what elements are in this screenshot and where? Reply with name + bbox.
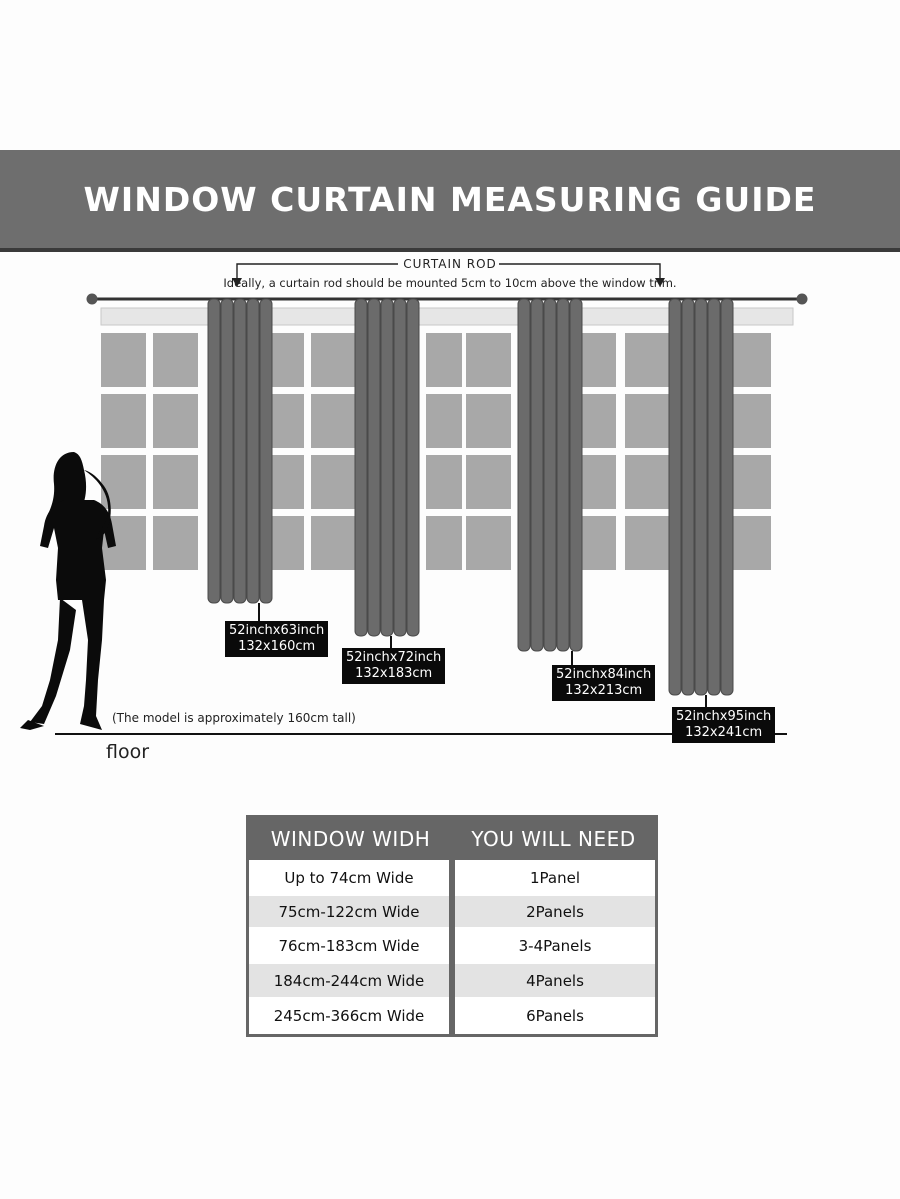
window-pane [466, 516, 511, 570]
size-cm: 132x213cm [565, 683, 643, 698]
table-cell: 6Panels [526, 1006, 584, 1025]
page-title: WINDOW CURTAIN MEASURING GUIDE [83, 179, 817, 219]
curtain-fold [394, 299, 406, 636]
window-pane [426, 394, 462, 448]
curtain-fold [208, 299, 220, 603]
curtain-panel-2 [355, 299, 419, 648]
window-width-column [249, 860, 449, 1034]
window-pane [625, 333, 665, 387]
curtain-fold [355, 299, 367, 636]
window-pane [625, 455, 665, 509]
curtain-size-label-1 [225, 621, 328, 657]
floor-label: floor [106, 741, 150, 763]
window-pane [268, 516, 304, 570]
curtain-fold [557, 299, 569, 651]
window-pane [625, 394, 665, 448]
window-pane [311, 455, 356, 509]
curtain-fold [695, 299, 707, 695]
table-cell: 4Panels [455, 964, 655, 997]
window-pane [268, 333, 304, 387]
window-pane [625, 516, 665, 570]
table-cell: 245cm-366cm Wide [273, 1006, 425, 1025]
size-cm: 132x241cm [685, 725, 763, 740]
curtain-fold [260, 299, 272, 603]
window-pane [426, 516, 462, 570]
curtain-fold [531, 299, 543, 651]
curtain-fold [669, 299, 681, 695]
window-pane [311, 516, 356, 570]
window-pane [466, 333, 511, 387]
window-pane [426, 333, 462, 387]
rod-finial-right [797, 294, 808, 305]
curtain-panel-4 [669, 299, 733, 707]
window-pane [311, 333, 356, 387]
curtain-fold [234, 299, 246, 603]
curtain-rod-note: Ideally, a curtain rod should be mounted 5cm to 10cm above the window trim. [223, 276, 677, 290]
curtain-fold [221, 299, 233, 603]
curtain-size-label-4 [672, 707, 775, 743]
window-pane [426, 455, 462, 509]
curtain-rod-label: CURTAIN ROD [403, 257, 497, 271]
window-pane [466, 455, 511, 509]
curtain-fold [247, 299, 259, 603]
window-pane [268, 455, 304, 509]
curtain-size-label-3 [552, 665, 655, 701]
curtain-panel-3 [518, 299, 582, 665]
window-pane [268, 394, 304, 448]
table-header [249, 818, 655, 860]
size-cm: 132x183cm [355, 666, 433, 681]
header-window-width: WINDOW WIDH [270, 827, 431, 851]
window-pane [153, 394, 198, 448]
table-cell: 184cm-244cm Wide [249, 964, 449, 997]
window-pane [101, 394, 146, 448]
size-inch: 52inchx72inch [346, 650, 442, 665]
curtain-fold [570, 299, 582, 651]
you-will-need-column [455, 860, 655, 1034]
window-pane [311, 394, 356, 448]
size-inch: 52inchx95inch [676, 709, 772, 724]
window-pane [466, 394, 511, 448]
size-cm: 132x160cm [238, 639, 316, 654]
table-cell: 76cm-183cm Wide [278, 936, 420, 955]
size-inch: 52inchx63inch [229, 623, 325, 638]
table-cell: 2Panels [455, 896, 655, 927]
table-cell: 3-4Panels [518, 936, 592, 955]
table-cell: 1Panel [529, 869, 580, 887]
rod-finial-left [87, 294, 98, 305]
header-you-will-need: YOU WILL NEED [471, 827, 636, 851]
table-cell: Up to 74cm Wide [284, 869, 414, 887]
size-inch: 52inchx84inch [556, 667, 652, 682]
curtain-panel-1 [208, 299, 272, 621]
curtain-fold [381, 299, 393, 636]
curtain-fold [682, 299, 694, 695]
curtain-size-label-2 [342, 648, 445, 684]
window-pane [153, 333, 198, 387]
window-pane [153, 455, 198, 509]
window-pane [153, 516, 198, 570]
curtain-fold [544, 299, 556, 651]
table-cell: 75cm-122cm Wide [249, 896, 449, 927]
curtain-fold [407, 299, 419, 636]
panel-guide-table [246, 815, 658, 1037]
table-body [249, 860, 655, 1034]
model-height-note: (The model is approximately 160cm tall) [112, 711, 356, 725]
window-pane [101, 333, 146, 387]
curtain-fold [368, 299, 380, 636]
curtain-fold [721, 299, 733, 695]
curtain-fold [708, 299, 720, 695]
curtain-fold [518, 299, 530, 651]
